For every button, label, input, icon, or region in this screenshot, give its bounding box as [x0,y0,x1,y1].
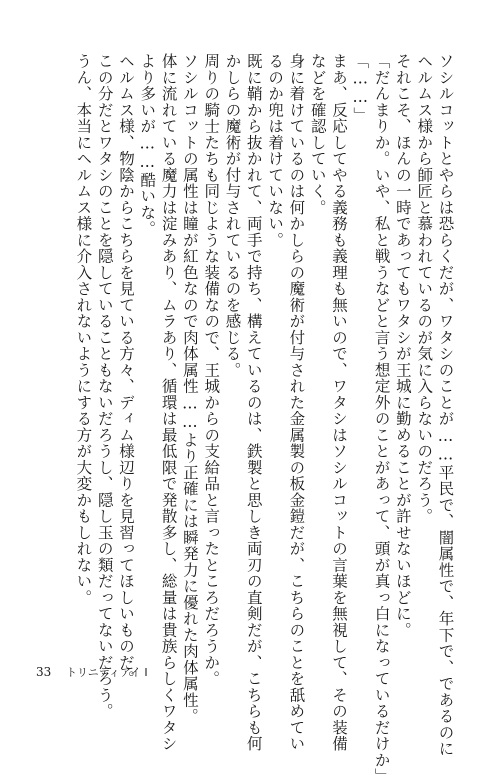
text-line: 身に着けているのは何かしらの魔術が付与された金属製の板金鎧だが、こちらのことを舐めてい [287,53,306,752]
text-line: ソシルコットとやらは恐らくだが、ワタシのことが……平民で、闇属性で、年下で、であるのに [436,53,455,757]
text-line: ソシルコットの属性は瞳が紅色なので肉体属性……より正確には瞬発力に優れた肉体属性。 [180,53,199,725]
text-line: ヘルムス様から師匠と慕われているのが気に入らないのだろう。 [415,53,434,525]
page-number: 33 [36,665,52,679]
page-footer [36,664,236,680]
book-title: トリニティアイ Ⅰ [66,666,148,679]
text-line: るのか兜は着けていない。 [266,53,285,248]
text-line: ヘルムス様、物陰からこちらを見ている方々、ディム様辺りを見習ってほしいものだ。 [117,53,135,687]
text-line: 周りの騎士たちも同じような装備なので、王城からの支給品と言ったところだろうか。 [202,53,221,687]
text-line: まあ、反応してやる義務も義理も無いので、ワタシはソシルコットの言葉を無視して、その装備 [330,53,348,752]
text-line: より多いが……酷いな。 [138,53,157,237]
text-line: などを確認していく。 [308,53,327,216]
text-line: 「だんまりか。いや、私と戦うなどと言う想定外のことがあって、頭が真っ白になっているだけか」 [372,53,391,784]
text-line: うん、本当にヘルムス様に介入されないようにする方が大変かもしれない。 [74,53,93,606]
text-line: 「……」 [351,53,370,123]
text-line: この分だとワタシのことを隠していることもないだろうし、隠し玉の類だってないだろう。 [95,53,114,720]
text-line: それこそ、ほんの一時であってもワタシが王城に勤めることが許せないほどに。 [393,53,412,638]
text-line: 体に流れている魔力は淀みあり、ムラあり、循環は最低限で発散多し、総量は貴族らしくワタシ [159,53,178,752]
text-line: かしらの魔術が付与されているのを感じる。 [223,53,242,378]
text-line: 既に鞘から抜かれて、両手で持ち、構えているのは、鉄製と思しき両刃の直剣だが、こちらも何 [244,53,263,752]
